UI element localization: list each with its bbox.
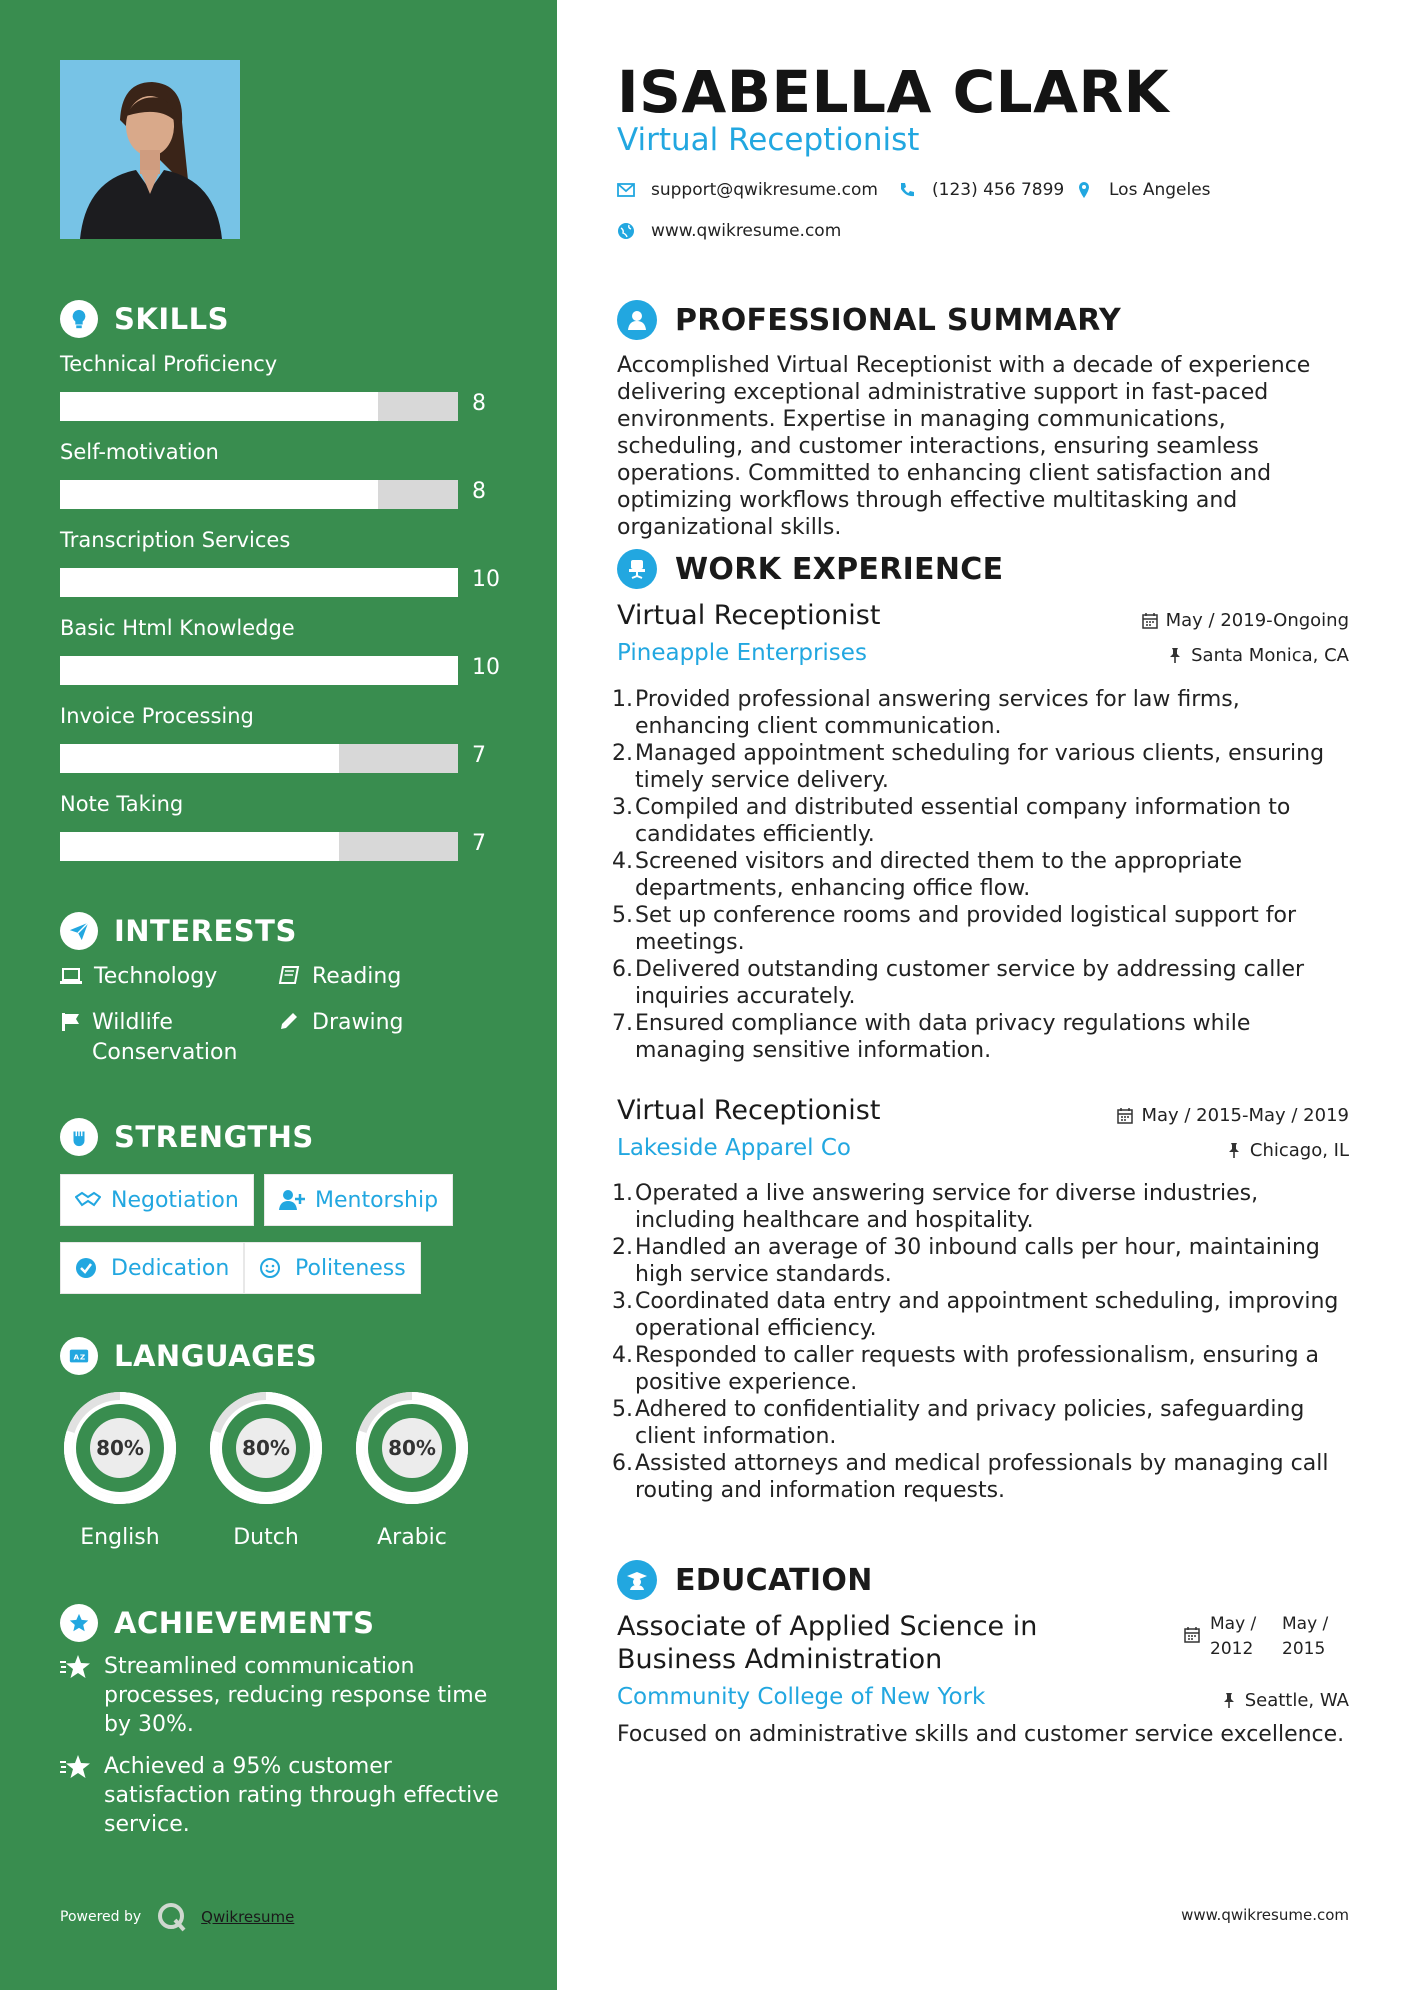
achievement-text: Streamlined communication processes, reducing response time by 30%. <box>104 1654 488 1737</box>
skill-bar <box>60 480 458 509</box>
education-end <box>1282 1612 1354 1662</box>
strength-dedication <box>60 1242 244 1294</box>
footer-url[interactable]: www.qwikresume.com <box>1181 1906 1349 1924</box>
duty-number: 4. <box>612 849 633 874</box>
languages-heading <box>60 1337 317 1375</box>
strength-label: Mentorship <box>315 1187 439 1213</box>
language-dutch <box>205 1387 327 1550</box>
education-location <box>1221 1690 1349 1711</box>
job-duties <box>612 686 1357 1064</box>
skill-bar-fill <box>60 744 339 773</box>
skills-heading <box>60 300 229 338</box>
graduate-icon <box>617 1560 657 1600</box>
skill-bar-fill <box>60 480 378 509</box>
laptop-icon <box>60 965 84 995</box>
skill-value: 8 <box>472 391 486 416</box>
interest-wildlife <box>60 1008 260 1068</box>
education-start-year: 2012 <box>1210 1639 1254 1659</box>
interest-technology <box>60 962 217 995</box>
duty-number: 1. <box>612 687 633 712</box>
skill-name: Transcription Services <box>60 528 291 552</box>
language-arabic <box>351 1387 473 1550</box>
summary-heading <box>617 300 1121 340</box>
phone-icon <box>898 181 916 199</box>
skill-name: Technical Proficiency <box>60 352 278 376</box>
contact-location <box>1075 180 1211 200</box>
strength-label: Dedication <box>111 1255 230 1281</box>
globe-icon <box>617 222 635 240</box>
job-dates <box>1142 610 1349 631</box>
star-badge-icon <box>60 1604 98 1642</box>
interest-drawing <box>278 1008 403 1041</box>
duty-text: Set up conference rooms and provided logistical support for meetings. <box>635 903 1297 955</box>
duty-item <box>612 956 1357 1010</box>
education-title: EDUCATION <box>675 1562 873 1598</box>
candidate-role: Virtual Receptionist <box>617 122 920 158</box>
duty-text: Provided professional answering services for law firms, enhancing client communication. <box>635 687 1240 739</box>
user-icon <box>617 300 657 340</box>
duty-number: 4. <box>612 1343 633 1368</box>
contact-website[interactable] <box>617 221 841 241</box>
skill-bar <box>60 832 458 861</box>
calendar-icon <box>1142 612 1158 629</box>
skill-value: 10 <box>472 567 500 592</box>
job-location-text: Chicago, IL <box>1249 1140 1349 1161</box>
experience-heading <box>617 549 1003 589</box>
languages-title: LANGUAGES <box>114 1339 318 1373</box>
profile-photo <box>60 60 240 239</box>
svg-text:Z: Z <box>79 1352 86 1362</box>
interest-label: Reading <box>312 964 402 989</box>
duty-number: 6. <box>612 1451 633 1476</box>
strength-mentorship <box>264 1174 453 1226</box>
education-description: Focused on administrative skills and customer service excellence. <box>617 1722 1345 1747</box>
office-chair-icon <box>617 549 657 589</box>
email-text: support@qwikresume.com <box>651 180 878 200</box>
duty-number: 2. <box>612 1235 633 1260</box>
skill-bar-fill <box>60 832 339 861</box>
duty-item <box>612 848 1357 902</box>
interest-label: Wildlife Conservation <box>92 1010 238 1065</box>
duty-item <box>612 1288 1357 1342</box>
education-heading <box>617 1560 873 1600</box>
calendar-icon <box>1184 1626 1200 1643</box>
duty-text: Operated a live answering service for diverse industries, including healthcare and hospitality. <box>635 1181 1259 1233</box>
star-icon <box>60 1754 92 1839</box>
fist-icon <box>60 1118 98 1156</box>
interests-heading <box>60 912 297 950</box>
interest-label: Technology <box>94 964 218 989</box>
skill-bar <box>60 568 458 597</box>
location-text: Los Angeles <box>1109 180 1211 200</box>
skill-bar-fill <box>60 568 458 597</box>
language-english <box>59 1387 181 1550</box>
achievements-heading <box>60 1604 374 1642</box>
handshake-icon <box>75 1189 101 1211</box>
skill-value: 7 <box>472 743 486 768</box>
education-start <box>1210 1612 1282 1662</box>
education-school: Community College of New York <box>617 1684 986 1710</box>
experience-title: WORK EXPERIENCE <box>675 551 1004 587</box>
skill-value: 8 <box>472 479 486 504</box>
candidate-name: ISABELLA CLARK <box>617 58 1170 126</box>
calendar-icon <box>1117 1107 1133 1124</box>
star-icon <box>60 1654 92 1739</box>
interest-reading <box>278 962 401 995</box>
pencil-icon <box>278 1011 302 1041</box>
strengths-title: STRENGTHS <box>114 1120 314 1154</box>
duty-text: Screened visitors and directed them to the appropriate departments, enhancing office flow. <box>635 849 1243 901</box>
sidebar <box>0 0 557 1990</box>
svg-text:A: A <box>73 1352 80 1362</box>
duty-item <box>612 1010 1357 1064</box>
language-name: English <box>80 1525 160 1550</box>
duty-item <box>612 1234 1357 1288</box>
skill-bar-fill <box>60 392 378 421</box>
flag-icon <box>60 1011 82 1041</box>
strength-label: Negotiation <box>111 1187 239 1213</box>
job-title: Virtual Receptionist <box>617 1095 881 1126</box>
powered-by-label: Powered by <box>60 1909 142 1925</box>
skill-name: Self-motivation <box>60 440 219 464</box>
lightbulb-icon <box>60 300 98 338</box>
smile-icon <box>259 1257 285 1279</box>
language-ring <box>351 1387 473 1509</box>
duty-item <box>612 740 1357 794</box>
skills-title: SKILLS <box>114 302 229 336</box>
duty-number: 3. <box>612 795 633 820</box>
job-dates-text: May / 2015-May / 2019 <box>1141 1105 1349 1126</box>
pushpin-icon <box>1221 1692 1237 1709</box>
duty-text: Compiled and distributed essential company information to candidates efficiently. <box>635 795 1291 847</box>
summary-title: PROFESSIONAL SUMMARY <box>675 302 1122 338</box>
contact-phone[interactable] <box>898 180 1064 200</box>
duty-number: 5. <box>612 903 633 928</box>
language-name: Dutch <box>233 1525 299 1550</box>
job-location <box>1167 645 1349 666</box>
skill-value: 10 <box>472 655 500 680</box>
website-text: www.qwikresume.com <box>651 221 842 241</box>
achievements-title: ACHIEVEMENTS <box>114 1606 375 1640</box>
strength-negotiation <box>60 1174 254 1226</box>
language-name: Arabic <box>377 1525 447 1550</box>
job-title: Virtual Receptionist <box>617 600 881 631</box>
skill-bar-fill <box>60 656 458 685</box>
language-percent: 80% <box>96 1436 144 1460</box>
education-dates <box>1184 1612 1354 1662</box>
contact-email[interactable] <box>617 180 878 200</box>
qwikresume-link[interactable]: Qwikresume <box>201 1908 295 1926</box>
language-percent: 80% <box>242 1436 290 1460</box>
duty-number: 5. <box>612 1397 633 1422</box>
duty-number: 7. <box>612 1011 633 1036</box>
language-percent: 80% <box>388 1436 436 1460</box>
book-icon <box>278 965 302 995</box>
strength-label: Politeness <box>295 1255 406 1281</box>
duty-number: 2. <box>612 741 633 766</box>
skill-bar <box>60 656 458 685</box>
language-icon <box>60 1337 98 1375</box>
education-end-year: 2015 <box>1282 1639 1326 1659</box>
user-plus-icon <box>279 1189 305 1211</box>
strengths-heading <box>60 1118 314 1156</box>
duty-item <box>612 1342 1357 1396</box>
job-dates <box>1117 1105 1349 1126</box>
duty-text: Ensured compliance with data privacy regulations while managing sensitive information. <box>635 1011 1251 1063</box>
duty-item <box>612 1396 1357 1450</box>
duty-item <box>612 902 1357 956</box>
education-degree: Associate of Applied Science in Business Administration <box>617 1611 1038 1675</box>
duty-item <box>612 794 1357 848</box>
duty-text: Delivered outstanding customer service by addressing caller inquiries accurately. <box>635 957 1305 1009</box>
pushpin-icon <box>1167 647 1183 664</box>
achievement-item <box>60 1752 500 1839</box>
skill-name: Note Taking <box>60 792 184 816</box>
duty-text: Assisted attorneys and medical professionals by managing call routing and information requests. <box>635 1451 1329 1503</box>
skill-value: 7 <box>472 831 486 856</box>
language-ring <box>59 1387 181 1509</box>
interest-label: Drawing <box>312 1010 404 1035</box>
qwikresume-logo-icon <box>157 1902 187 1932</box>
skill-bar <box>60 392 458 421</box>
education-start-month: May / <box>1210 1614 1257 1634</box>
duty-text: Handled an average of 30 inbound calls per hour, maintaining high service standards. <box>635 1235 1320 1287</box>
strength-politeness <box>244 1242 421 1294</box>
job-location-text: Santa Monica, CA <box>1191 645 1349 666</box>
check-circle-icon <box>75 1257 101 1279</box>
skill-bar <box>60 744 458 773</box>
duty-text: Coordinated data entry and appointment scheduling, improving operational efficiency. <box>635 1289 1339 1341</box>
job-location <box>1226 1140 1349 1161</box>
job-company: Pineapple Enterprises <box>617 640 867 666</box>
job-dates-text: May / 2019-Ongoing <box>1165 610 1349 631</box>
summary-text: Accomplished Virtual Receptionist with a decade of experience delivering exceptional administrative support in fast-paced environments. Expertise in managing communications, scheduling, and customer interactions, ensuring seamless operations. Committed to enhancing client satisfaction and optimizing workflows through effective multitasking and organizational skills. <box>617 353 1311 540</box>
duty-number: 6. <box>612 957 633 982</box>
envelope-icon <box>617 181 635 199</box>
duty-text: Responded to caller requests with professionalism, ensuring a positive experience. <box>635 1343 1320 1395</box>
duty-text: Managed appointment scheduling for various clients, ensuring timely service delivery. <box>635 741 1325 793</box>
duty-number: 3. <box>612 1289 633 1314</box>
pushpin-icon <box>1226 1142 1242 1159</box>
duty-number: 1. <box>612 1181 633 1206</box>
language-ring <box>205 1387 327 1509</box>
duty-item <box>612 1180 1357 1234</box>
skill-name: Basic Html Knowledge <box>60 616 295 640</box>
duty-text: Adhered to confidentiality and privacy policies, safeguarding client information. <box>635 1397 1305 1449</box>
achievement-text: Achieved a 95% customer satisfaction rating through effective service. <box>104 1754 499 1837</box>
job-company: Lakeside Apparel Co <box>617 1135 851 1161</box>
map-pin-icon <box>1075 181 1093 199</box>
duty-item <box>612 1450 1357 1504</box>
duty-item <box>612 686 1357 740</box>
phone-text: (123) 456 7899 <box>932 180 1065 200</box>
achievement-item <box>60 1652 500 1739</box>
powered-by <box>60 1902 294 1932</box>
skill-name: Invoice Processing <box>60 704 254 728</box>
education-end-month: May / <box>1282 1614 1329 1634</box>
education-location-text: Seattle, WA <box>1244 1690 1349 1711</box>
paper-plane-icon <box>60 912 98 950</box>
job-duties <box>612 1180 1357 1504</box>
interests-title: INTERESTS <box>114 914 297 948</box>
